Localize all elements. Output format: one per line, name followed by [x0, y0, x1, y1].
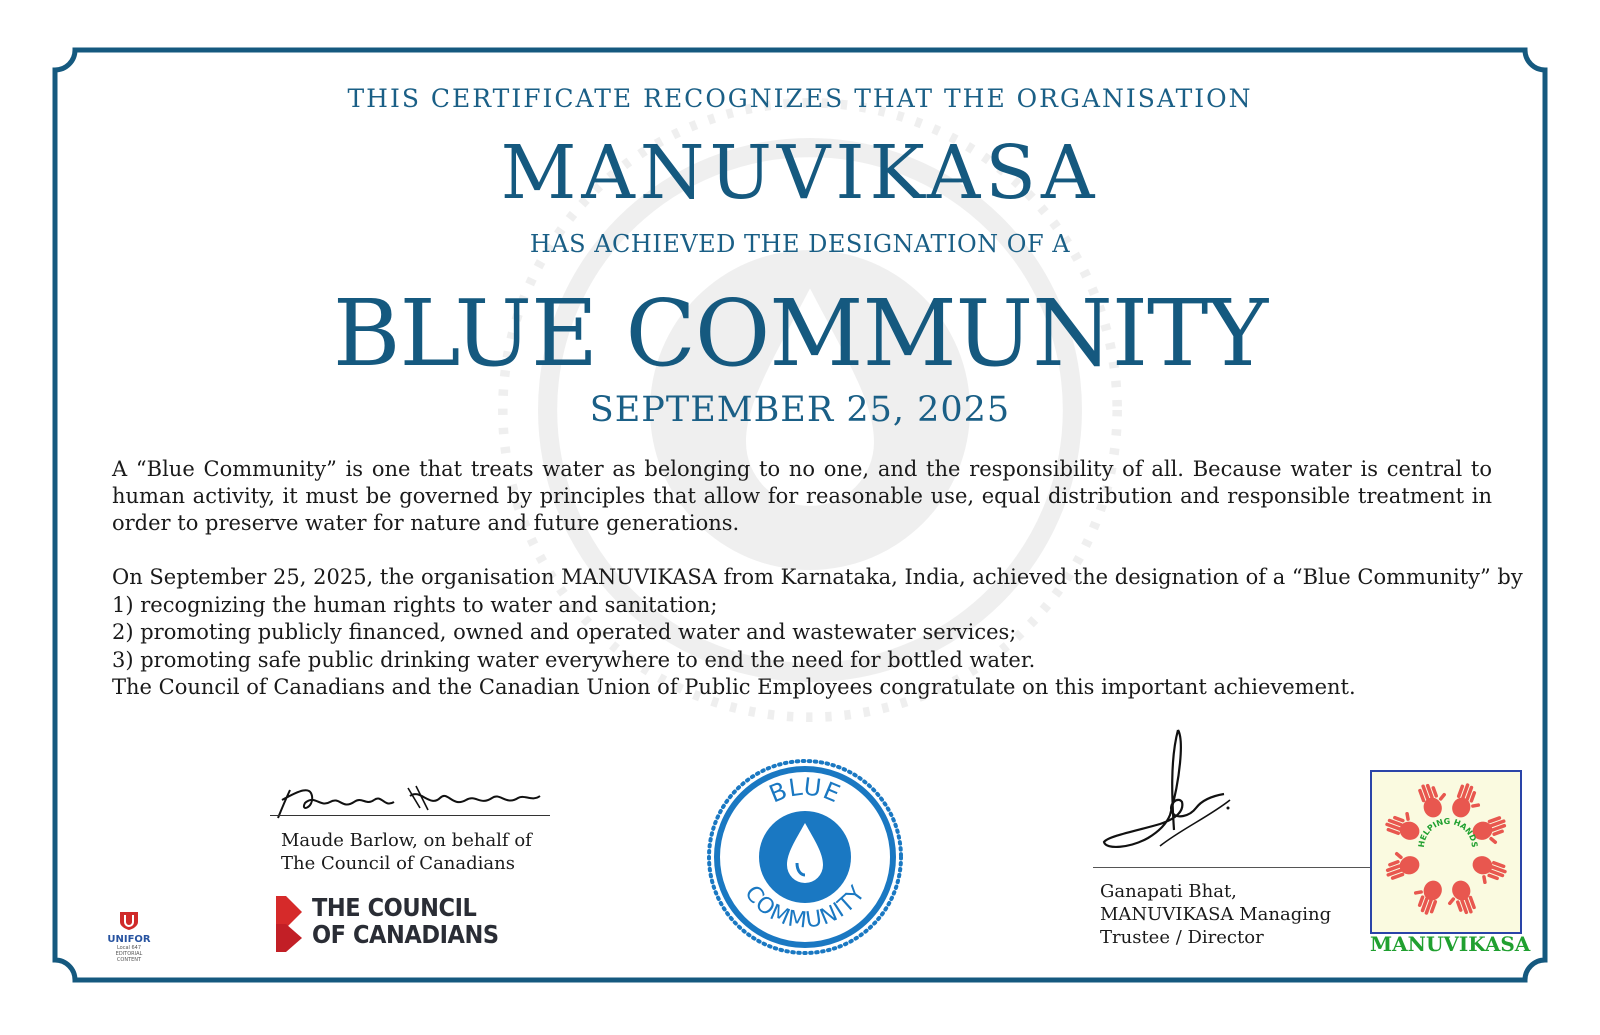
organisation-name: MANUVIKASA [500, 130, 1100, 216]
unifor-shield-icon [118, 912, 140, 930]
achievement-line: The Council of Canadians and the Canadian Union of Public Employees congratulate on this important achievement. [112, 675, 1356, 699]
unifor-local: Local 647 [116, 945, 142, 951]
council-of-canadians-flag-icon [276, 896, 306, 952]
signatory-right [1100, 880, 1331, 949]
svg-text:BLUE [765, 773, 845, 809]
seal-bottom-text: COMMUNITY [739, 881, 871, 934]
unifor-subtitle: EDITORIAL CONTENT [115, 951, 143, 963]
certificate-preamble: THIS CERTIFICATE RECOGNIZES THAT THE ORGANISATION [347, 84, 1253, 113]
signature-line-left [270, 815, 550, 816]
signatory-left-line2: The Council of Canadians [281, 853, 515, 874]
manuvikasa-logo [1370, 770, 1531, 964]
unifor-logo [104, 912, 154, 963]
designation-intro: HAS ACHIEVED THE DESIGNATION OF A [529, 230, 1071, 258]
signatory-right-line2: MANUVIKASA Managing [1100, 904, 1332, 925]
signatory-left [281, 829, 532, 875]
achievement-line: 1) recognizing the human rights to water and sanitation; [112, 592, 718, 617]
helping-hands-icon [1372, 772, 1520, 932]
achievement-paragraph [112, 564, 1523, 702]
unifor-name: UNIFOR [107, 934, 151, 945]
certificate-date: SEPTEMBER 25, 2025 [589, 390, 1011, 430]
signature-maude-barlow [270, 768, 550, 828]
definition-paragraph: A “Blue Community” is one that treats water as belonging to no one, and the responsibility of all. Because water is central to human activity, it must be governed by principles that allow for reasonable use, equal distribution and responsible treatment in order to preserve water for nature and future generations. [112, 457, 1492, 535]
seal-top-text: BLUE [765, 772, 845, 809]
signature-line-right [1093, 867, 1383, 868]
manuvikasa-logo-name: MANUVIKASA [1370, 932, 1531, 956]
svg-text:HELPING HANDS [1417, 817, 1479, 848]
signatory-left-line1: Maude Barlow, on behalf of [281, 830, 532, 851]
council-logo-line2: OF CANADIANS [312, 920, 499, 949]
blue-community-seal [705, 757, 905, 957]
signature-ganapati-bhat [1100, 720, 1250, 870]
designation-title: BLUE COMMUNITY [332, 280, 1268, 387]
signatory-right-line3: Trustee / Director [1100, 927, 1264, 948]
signatory-right-line1: Ganapati Bhat, [1100, 881, 1237, 902]
helping-hands-emblem [1370, 770, 1522, 934]
council-logo-line1: THE COUNCIL [312, 893, 477, 922]
council-of-canadians-logo [312, 894, 499, 948]
helping-hands-tagline: HELPING HANDS [1416, 816, 1480, 849]
achievement-line: 3) promoting safe public drinking water everywhere to end the need for bottled water. [112, 647, 1036, 672]
achievement-line: 2) promoting publicly financed, owned and operated water and wastewater services; [112, 620, 1017, 644]
achievement-line: On September 25, 2025, the organisation MANUVIKASA from Karnataka, India, achieved the designation of a “Blue Community” by [112, 565, 1523, 589]
